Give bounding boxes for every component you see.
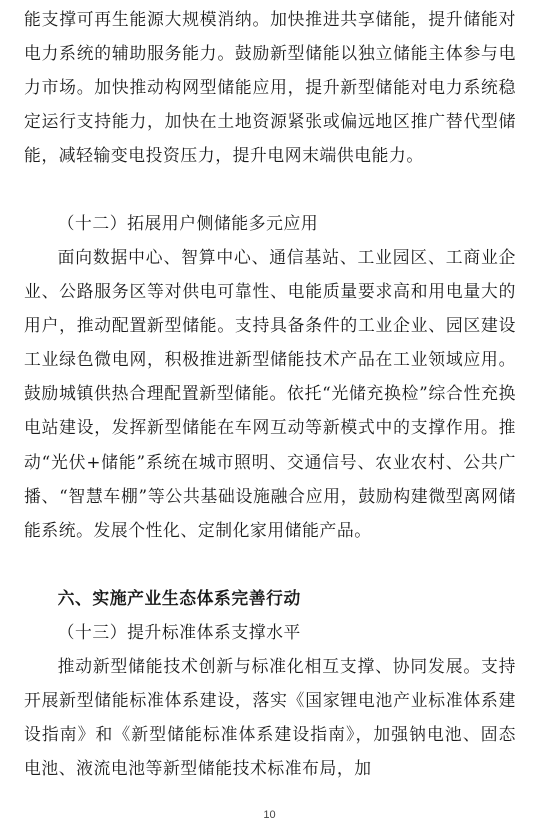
paragraph-grid-support: 能支撑可再生能源大规模消纳。加快推进共享储能，提升储能对电力系统的辅助服务能力。鼓励新型储能以独立储能主体参与电力市场。加快推动构网型储能应用，提升新型储能对电力系统稳定运行支持能力，加快在土地资源紧张或偏远地区推广替代型储能，减轻输变电投资压力，提升电网末端供电能力。: [24, 9, 516, 166]
section-heading-industry-ecosystem: 六、实施产业生态体系完善行动: [57, 588, 301, 608]
paragraph-user-side-storage: 面向数据中心、智算中心、通信基站、工业园区、工商业企业、公路服务区等对供电可靠性、电能质量要求高和用电量大的用户，推动配置新型储能。支持具备条件的工业企业、园区建设工业绿色微电网，积极推进新型储能技术产品在工业领域应用。鼓励城镇供热合理配置新型储能。依托“光储充换检”综合性充换电站建设，发挥新型储能在车网互动等新模式中的支撑作用。推动“光伏+储能”系统在城市照明、交通信号、农业农村、公共广播、“智慧车棚”等公共基础设施融合应用，鼓励构建微型离网储能系统。发展个性化、定制化家用储能产品。: [24, 247, 516, 540]
subheading-standard-system: （十三）提升标准体系支撑水平: [57, 622, 301, 642]
paragraph-standard-system: 推动新型储能技术创新与标准化相互支撑、协同发展。支持开展新型储能标准体系建设，落实《国家锂电池产业标准体系建设指南》和《新型储能标准体系建设指南》，加强钠电池、固态电池、液流电池等新型储能技术标准布局，加: [24, 656, 516, 779]
page-number: 10: [263, 809, 276, 821]
subheading-user-side-storage: （十二）拓展用户侧储能多元应用: [57, 213, 319, 233]
